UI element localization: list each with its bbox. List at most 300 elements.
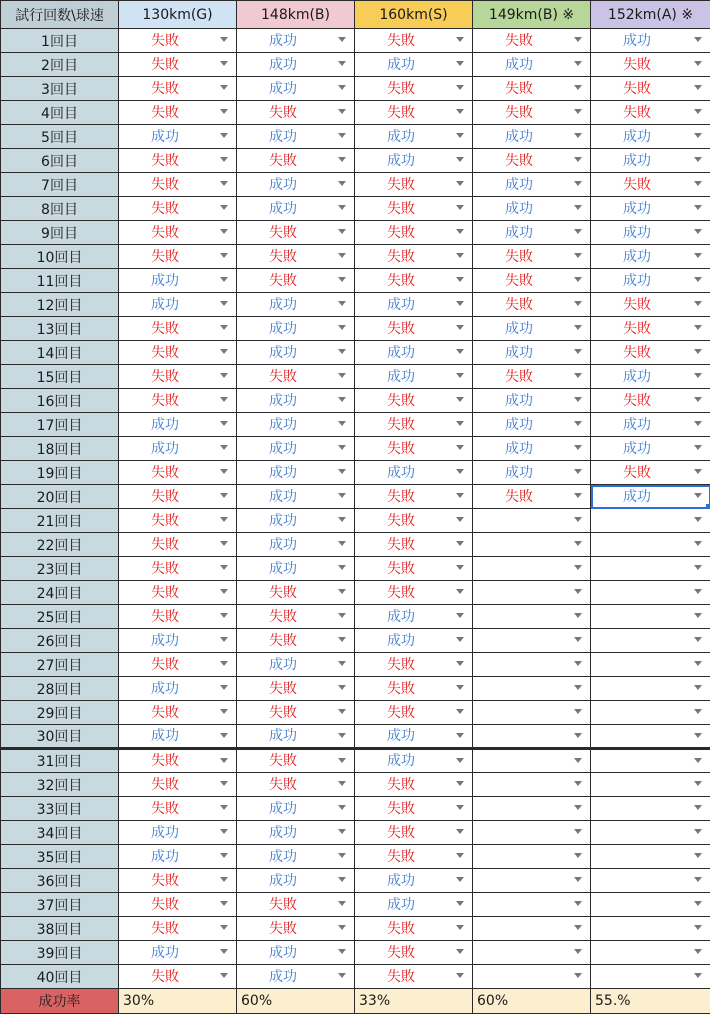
- header-speed-152[interactable]: 152km(A) ※: [591, 1, 710, 29]
- trial-label[interactable]: 1回目: [1, 29, 119, 53]
- chevron-down-icon[interactable]: [338, 925, 346, 930]
- trial-label[interactable]: 13回目: [1, 317, 119, 341]
- result-dropdown-cell[interactable]: [473, 413, 591, 437]
- chevron-down-icon[interactable]: [338, 805, 346, 810]
- chevron-down-icon[interactable]: [694, 493, 702, 498]
- result-dropdown-cell[interactable]: [473, 149, 591, 173]
- chevron-down-icon[interactable]: [338, 613, 346, 618]
- result-dropdown-cell[interactable]: [355, 245, 473, 269]
- chevron-down-icon[interactable]: [220, 277, 228, 282]
- chevron-down-icon[interactable]: [694, 277, 702, 282]
- result-dropdown-cell[interactable]: [591, 413, 710, 437]
- chevron-down-icon[interactable]: [456, 37, 464, 42]
- result-dropdown-cell[interactable]: [119, 53, 237, 77]
- chevron-down-icon[interactable]: [574, 85, 582, 90]
- result-dropdown-cell[interactable]: [355, 581, 473, 605]
- result-dropdown-cell[interactable]: [473, 581, 591, 605]
- success-rate-value[interactable]: 60%: [473, 989, 591, 1014]
- result-dropdown-cell[interactable]: [119, 509, 237, 533]
- chevron-down-icon[interactable]: [220, 61, 228, 66]
- result-dropdown-cell[interactable]: [591, 125, 710, 149]
- chevron-down-icon[interactable]: [338, 517, 346, 522]
- result-dropdown-cell[interactable]: [591, 197, 710, 221]
- chevron-down-icon[interactable]: [574, 541, 582, 546]
- chevron-down-icon[interactable]: [456, 445, 464, 450]
- chevron-down-icon[interactable]: [456, 925, 464, 930]
- result-dropdown-cell[interactable]: [473, 677, 591, 701]
- chevron-down-icon[interactable]: [338, 758, 346, 763]
- result-dropdown-cell[interactable]: [355, 461, 473, 485]
- chevron-down-icon[interactable]: [694, 325, 702, 330]
- result-dropdown-cell[interactable]: [591, 629, 710, 653]
- chevron-down-icon[interactable]: [220, 109, 228, 114]
- result-dropdown-cell[interactable]: [473, 965, 591, 989]
- chevron-down-icon[interactable]: [694, 685, 702, 690]
- chevron-down-icon[interactable]: [220, 805, 228, 810]
- chevron-down-icon[interactable]: [338, 349, 346, 354]
- result-dropdown-cell[interactable]: [237, 533, 355, 557]
- result-dropdown-cell[interactable]: [355, 821, 473, 845]
- chevron-down-icon[interactable]: [456, 469, 464, 474]
- chevron-down-icon[interactable]: [338, 133, 346, 138]
- result-dropdown-cell[interactable]: [355, 53, 473, 77]
- trial-label[interactable]: 12回目: [1, 293, 119, 317]
- result-dropdown-cell[interactable]: [473, 245, 591, 269]
- result-dropdown-cell[interactable]: [473, 557, 591, 581]
- result-dropdown-cell[interactable]: [591, 77, 710, 101]
- chevron-down-icon[interactable]: [220, 253, 228, 258]
- trial-label[interactable]: 19回目: [1, 461, 119, 485]
- header-speed-148[interactable]: 148km(B): [237, 1, 355, 29]
- chevron-down-icon[interactable]: [220, 85, 228, 90]
- result-dropdown-cell[interactable]: [237, 557, 355, 581]
- chevron-down-icon[interactable]: [574, 421, 582, 426]
- result-dropdown-cell[interactable]: [473, 29, 591, 53]
- chevron-down-icon[interactable]: [338, 685, 346, 690]
- chevron-down-icon[interactable]: [456, 373, 464, 378]
- result-dropdown-cell[interactable]: [591, 461, 710, 485]
- result-dropdown-cell[interactable]: [591, 749, 710, 773]
- result-dropdown-cell[interactable]: [119, 461, 237, 485]
- chevron-down-icon[interactable]: [338, 445, 346, 450]
- trial-label[interactable]: 9回目: [1, 221, 119, 245]
- result-dropdown-cell[interactable]: [591, 293, 710, 317]
- result-dropdown-cell[interactable]: [119, 317, 237, 341]
- result-dropdown-cell[interactable]: [355, 725, 473, 749]
- chevron-down-icon[interactable]: [338, 397, 346, 402]
- result-dropdown-cell[interactable]: [591, 269, 710, 293]
- chevron-down-icon[interactable]: [694, 949, 702, 954]
- chevron-down-icon[interactable]: [574, 205, 582, 210]
- chevron-down-icon[interactable]: [694, 877, 702, 882]
- result-dropdown-cell[interactable]: [237, 413, 355, 437]
- trial-label[interactable]: 8回目: [1, 197, 119, 221]
- chevron-down-icon[interactable]: [338, 205, 346, 210]
- chevron-down-icon[interactable]: [338, 277, 346, 282]
- result-dropdown-cell[interactable]: [591, 941, 710, 965]
- chevron-down-icon[interactable]: [456, 541, 464, 546]
- result-dropdown-cell[interactable]: [591, 845, 710, 869]
- result-dropdown-cell[interactable]: [119, 797, 237, 821]
- chevron-down-icon[interactable]: [574, 445, 582, 450]
- result-dropdown-cell[interactable]: [119, 173, 237, 197]
- trial-label[interactable]: 15回目: [1, 365, 119, 389]
- result-dropdown-cell[interactable]: [237, 749, 355, 773]
- result-dropdown-cell[interactable]: [355, 653, 473, 677]
- result-dropdown-cell[interactable]: [473, 533, 591, 557]
- chevron-down-icon[interactable]: [694, 541, 702, 546]
- chevron-down-icon[interactable]: [220, 205, 228, 210]
- result-dropdown-cell[interactable]: [473, 629, 591, 653]
- chevron-down-icon[interactable]: [220, 733, 228, 738]
- result-dropdown-cell[interactable]: [355, 269, 473, 293]
- result-dropdown-cell[interactable]: [119, 269, 237, 293]
- result-dropdown-cell[interactable]: [591, 605, 710, 629]
- chevron-down-icon[interactable]: [574, 613, 582, 618]
- chevron-down-icon[interactable]: [574, 901, 582, 906]
- result-dropdown-cell[interactable]: [237, 581, 355, 605]
- result-dropdown-cell[interactable]: [473, 869, 591, 893]
- result-dropdown-cell[interactable]: [473, 341, 591, 365]
- chevron-down-icon[interactable]: [338, 829, 346, 834]
- result-dropdown-cell[interactable]: [119, 725, 237, 749]
- result-dropdown-cell[interactable]: [591, 485, 710, 509]
- trial-label[interactable]: 22回目: [1, 533, 119, 557]
- result-dropdown-cell[interactable]: [237, 461, 355, 485]
- result-dropdown-cell[interactable]: [119, 677, 237, 701]
- chevron-down-icon[interactable]: [220, 517, 228, 522]
- chevron-down-icon[interactable]: [338, 949, 346, 954]
- result-dropdown-cell[interactable]: [237, 221, 355, 245]
- result-dropdown-cell[interactable]: [237, 293, 355, 317]
- result-dropdown-cell[interactable]: [591, 365, 710, 389]
- chevron-down-icon[interactable]: [338, 37, 346, 42]
- chevron-down-icon[interactable]: [574, 181, 582, 186]
- result-dropdown-cell[interactable]: [355, 341, 473, 365]
- result-dropdown-cell[interactable]: [591, 893, 710, 917]
- chevron-down-icon[interactable]: [220, 949, 228, 954]
- result-dropdown-cell[interactable]: [473, 797, 591, 821]
- chevron-down-icon[interactable]: [456, 733, 464, 738]
- chevron-down-icon[interactable]: [574, 685, 582, 690]
- chevron-down-icon[interactable]: [574, 733, 582, 738]
- chevron-down-icon[interactable]: [574, 709, 582, 714]
- chevron-down-icon[interactable]: [694, 397, 702, 402]
- chevron-down-icon[interactable]: [456, 781, 464, 786]
- trial-label[interactable]: 23回目: [1, 557, 119, 581]
- result-dropdown-cell[interactable]: [591, 317, 710, 341]
- chevron-down-icon[interactable]: [574, 925, 582, 930]
- result-dropdown-cell[interactable]: [355, 221, 473, 245]
- result-dropdown-cell[interactable]: [119, 845, 237, 869]
- chevron-down-icon[interactable]: [220, 565, 228, 570]
- chevron-down-icon[interactable]: [456, 421, 464, 426]
- chevron-down-icon[interactable]: [220, 181, 228, 186]
- trial-label[interactable]: 21回目: [1, 509, 119, 533]
- chevron-down-icon[interactable]: [338, 781, 346, 786]
- chevron-down-icon[interactable]: [694, 157, 702, 162]
- chevron-down-icon[interactable]: [220, 469, 228, 474]
- chevron-down-icon[interactable]: [338, 589, 346, 594]
- result-dropdown-cell[interactable]: [591, 869, 710, 893]
- result-dropdown-cell[interactable]: [355, 173, 473, 197]
- chevron-down-icon[interactable]: [694, 805, 702, 810]
- chevron-down-icon[interactable]: [456, 205, 464, 210]
- chevron-down-icon[interactable]: [338, 853, 346, 858]
- result-dropdown-cell[interactable]: [237, 509, 355, 533]
- result-dropdown-cell[interactable]: [473, 941, 591, 965]
- result-dropdown-cell[interactable]: [591, 581, 710, 605]
- result-dropdown-cell[interactable]: [237, 701, 355, 725]
- result-dropdown-cell[interactable]: [591, 389, 710, 413]
- trial-label[interactable]: 6回目: [1, 149, 119, 173]
- result-dropdown-cell[interactable]: [473, 893, 591, 917]
- result-dropdown-cell[interactable]: [591, 101, 710, 125]
- result-dropdown-cell[interactable]: [591, 173, 710, 197]
- chevron-down-icon[interactable]: [574, 637, 582, 642]
- result-dropdown-cell[interactable]: [591, 821, 710, 845]
- success-rate-value[interactable]: 55.%: [591, 989, 710, 1014]
- result-dropdown-cell[interactable]: [355, 701, 473, 725]
- chevron-down-icon[interactable]: [574, 877, 582, 882]
- trial-label[interactable]: 20回目: [1, 485, 119, 509]
- chevron-down-icon[interactable]: [220, 493, 228, 498]
- result-dropdown-cell[interactable]: [237, 389, 355, 413]
- chevron-down-icon[interactable]: [220, 613, 228, 618]
- result-dropdown-cell[interactable]: [355, 749, 473, 773]
- result-dropdown-cell[interactable]: [119, 365, 237, 389]
- result-dropdown-cell[interactable]: [591, 797, 710, 821]
- result-dropdown-cell[interactable]: [355, 197, 473, 221]
- chevron-down-icon[interactable]: [220, 925, 228, 930]
- result-dropdown-cell[interactable]: [119, 893, 237, 917]
- chevron-down-icon[interactable]: [220, 421, 228, 426]
- result-dropdown-cell[interactable]: [119, 557, 237, 581]
- result-dropdown-cell[interactable]: [237, 845, 355, 869]
- chevron-down-icon[interactable]: [338, 541, 346, 546]
- chevron-down-icon[interactable]: [338, 637, 346, 642]
- chevron-down-icon[interactable]: [694, 661, 702, 666]
- chevron-down-icon[interactable]: [456, 493, 464, 498]
- chevron-down-icon[interactable]: [456, 685, 464, 690]
- result-dropdown-cell[interactable]: [355, 605, 473, 629]
- trial-label[interactable]: 3回目: [1, 77, 119, 101]
- chevron-down-icon[interactable]: [694, 758, 702, 763]
- result-dropdown-cell[interactable]: [237, 725, 355, 749]
- chevron-down-icon[interactable]: [574, 781, 582, 786]
- chevron-down-icon[interactable]: [694, 229, 702, 234]
- result-dropdown-cell[interactable]: [473, 725, 591, 749]
- result-dropdown-cell[interactable]: [591, 533, 710, 557]
- chevron-down-icon[interactable]: [694, 445, 702, 450]
- chevron-down-icon[interactable]: [456, 349, 464, 354]
- result-dropdown-cell[interactable]: [237, 317, 355, 341]
- chevron-down-icon[interactable]: [456, 157, 464, 162]
- chevron-down-icon[interactable]: [694, 589, 702, 594]
- chevron-down-icon[interactable]: [574, 949, 582, 954]
- result-dropdown-cell[interactable]: [473, 269, 591, 293]
- chevron-down-icon[interactable]: [694, 613, 702, 618]
- chevron-down-icon[interactable]: [456, 758, 464, 763]
- chevron-down-icon[interactable]: [220, 853, 228, 858]
- chevron-down-icon[interactable]: [456, 829, 464, 834]
- result-dropdown-cell[interactable]: [591, 965, 710, 989]
- chevron-down-icon[interactable]: [338, 901, 346, 906]
- result-dropdown-cell[interactable]: [237, 269, 355, 293]
- result-dropdown-cell[interactable]: [119, 149, 237, 173]
- chevron-down-icon[interactable]: [456, 973, 464, 978]
- chevron-down-icon[interactable]: [694, 421, 702, 426]
- result-dropdown-cell[interactable]: [591, 725, 710, 749]
- result-dropdown-cell[interactable]: [119, 437, 237, 461]
- chevron-down-icon[interactable]: [456, 301, 464, 306]
- chevron-down-icon[interactable]: [574, 325, 582, 330]
- chevron-down-icon[interactable]: [574, 157, 582, 162]
- result-dropdown-cell[interactable]: [119, 581, 237, 605]
- result-dropdown-cell[interactable]: [355, 557, 473, 581]
- trial-label[interactable]: 10回目: [1, 245, 119, 269]
- chevron-down-icon[interactable]: [220, 133, 228, 138]
- chevron-down-icon[interactable]: [456, 709, 464, 714]
- result-dropdown-cell[interactable]: [473, 125, 591, 149]
- chevron-down-icon[interactable]: [574, 61, 582, 66]
- result-dropdown-cell[interactable]: [237, 629, 355, 653]
- chevron-down-icon[interactable]: [574, 37, 582, 42]
- chevron-down-icon[interactable]: [220, 397, 228, 402]
- result-dropdown-cell[interactable]: [473, 53, 591, 77]
- trial-label[interactable]: 16回目: [1, 389, 119, 413]
- result-dropdown-cell[interactable]: [237, 365, 355, 389]
- chevron-down-icon[interactable]: [574, 661, 582, 666]
- chevron-down-icon[interactable]: [574, 493, 582, 498]
- chevron-down-icon[interactable]: [338, 373, 346, 378]
- trial-label[interactable]: 31回目: [1, 749, 119, 773]
- chevron-down-icon[interactable]: [574, 517, 582, 522]
- chevron-down-icon[interactable]: [456, 661, 464, 666]
- chevron-down-icon[interactable]: [220, 901, 228, 906]
- result-dropdown-cell[interactable]: [473, 365, 591, 389]
- result-dropdown-cell[interactable]: [355, 965, 473, 989]
- trial-label[interactable]: 24回目: [1, 581, 119, 605]
- chevron-down-icon[interactable]: [338, 421, 346, 426]
- chevron-down-icon[interactable]: [338, 733, 346, 738]
- result-dropdown-cell[interactable]: [473, 653, 591, 677]
- chevron-down-icon[interactable]: [220, 685, 228, 690]
- chevron-down-icon[interactable]: [694, 85, 702, 90]
- result-dropdown-cell[interactable]: [119, 869, 237, 893]
- result-dropdown-cell[interactable]: [237, 149, 355, 173]
- chevron-down-icon[interactable]: [338, 493, 346, 498]
- chevron-down-icon[interactable]: [456, 277, 464, 282]
- trial-label[interactable]: 26回目: [1, 629, 119, 653]
- result-dropdown-cell[interactable]: [473, 845, 591, 869]
- result-dropdown-cell[interactable]: [473, 509, 591, 533]
- trial-label[interactable]: 30回目: [1, 725, 119, 749]
- chevron-down-icon[interactable]: [694, 781, 702, 786]
- result-dropdown-cell[interactable]: [591, 653, 710, 677]
- trial-label[interactable]: 5回目: [1, 125, 119, 149]
- result-dropdown-cell[interactable]: [355, 797, 473, 821]
- trial-label[interactable]: 7回目: [1, 173, 119, 197]
- result-dropdown-cell[interactable]: [237, 53, 355, 77]
- chevron-down-icon[interactable]: [456, 853, 464, 858]
- result-dropdown-cell[interactable]: [591, 53, 710, 77]
- result-dropdown-cell[interactable]: [237, 917, 355, 941]
- chevron-down-icon[interactable]: [574, 973, 582, 978]
- result-dropdown-cell[interactable]: [473, 101, 591, 125]
- trial-label[interactable]: 40回目: [1, 965, 119, 989]
- result-dropdown-cell[interactable]: [355, 413, 473, 437]
- result-dropdown-cell[interactable]: [473, 317, 591, 341]
- result-dropdown-cell[interactable]: [355, 29, 473, 53]
- result-dropdown-cell[interactable]: [355, 389, 473, 413]
- result-dropdown-cell[interactable]: [355, 101, 473, 125]
- result-dropdown-cell[interactable]: [237, 797, 355, 821]
- result-dropdown-cell[interactable]: [237, 245, 355, 269]
- chevron-down-icon[interactable]: [220, 373, 228, 378]
- chevron-down-icon[interactable]: [574, 349, 582, 354]
- trial-label[interactable]: 28回目: [1, 677, 119, 701]
- chevron-down-icon[interactable]: [220, 973, 228, 978]
- result-dropdown-cell[interactable]: [473, 77, 591, 101]
- result-dropdown-cell[interactable]: [237, 29, 355, 53]
- result-dropdown-cell[interactable]: [119, 629, 237, 653]
- trial-label[interactable]: 2回目: [1, 53, 119, 77]
- trial-label[interactable]: 33回目: [1, 797, 119, 821]
- result-dropdown-cell[interactable]: [591, 917, 710, 941]
- result-dropdown-cell[interactable]: [119, 197, 237, 221]
- result-dropdown-cell[interactable]: [119, 917, 237, 941]
- trial-label[interactable]: 14回目: [1, 341, 119, 365]
- result-dropdown-cell[interactable]: [473, 437, 591, 461]
- result-dropdown-cell[interactable]: [355, 941, 473, 965]
- chevron-down-icon[interactable]: [574, 373, 582, 378]
- result-dropdown-cell[interactable]: [119, 29, 237, 53]
- chevron-down-icon[interactable]: [456, 325, 464, 330]
- result-dropdown-cell[interactable]: [473, 917, 591, 941]
- chevron-down-icon[interactable]: [338, 877, 346, 882]
- chevron-down-icon[interactable]: [694, 37, 702, 42]
- header-speed-130[interactable]: 130km(G): [119, 1, 237, 29]
- result-dropdown-cell[interactable]: [355, 869, 473, 893]
- chevron-down-icon[interactable]: [220, 877, 228, 882]
- result-dropdown-cell[interactable]: [591, 509, 710, 533]
- result-dropdown-cell[interactable]: [119, 701, 237, 725]
- result-dropdown-cell[interactable]: [473, 821, 591, 845]
- chevron-down-icon[interactable]: [694, 565, 702, 570]
- chevron-down-icon[interactable]: [338, 253, 346, 258]
- chevron-down-icon[interactable]: [456, 181, 464, 186]
- chevron-down-icon[interactable]: [574, 853, 582, 858]
- result-dropdown-cell[interactable]: [119, 341, 237, 365]
- chevron-down-icon[interactable]: [220, 229, 228, 234]
- result-dropdown-cell[interactable]: [237, 341, 355, 365]
- chevron-down-icon[interactable]: [456, 613, 464, 618]
- chevron-down-icon[interactable]: [574, 277, 582, 282]
- result-dropdown-cell[interactable]: [119, 413, 237, 437]
- result-dropdown-cell[interactable]: [355, 365, 473, 389]
- trial-label[interactable]: 34回目: [1, 821, 119, 845]
- result-dropdown-cell[interactable]: [119, 653, 237, 677]
- result-dropdown-cell[interactable]: [355, 917, 473, 941]
- result-dropdown-cell[interactable]: [119, 773, 237, 797]
- result-dropdown-cell[interactable]: [355, 629, 473, 653]
- chevron-down-icon[interactable]: [220, 349, 228, 354]
- chevron-down-icon[interactable]: [220, 541, 228, 546]
- chevron-down-icon[interactable]: [574, 109, 582, 114]
- chevron-down-icon[interactable]: [694, 205, 702, 210]
- chevron-down-icon[interactable]: [220, 589, 228, 594]
